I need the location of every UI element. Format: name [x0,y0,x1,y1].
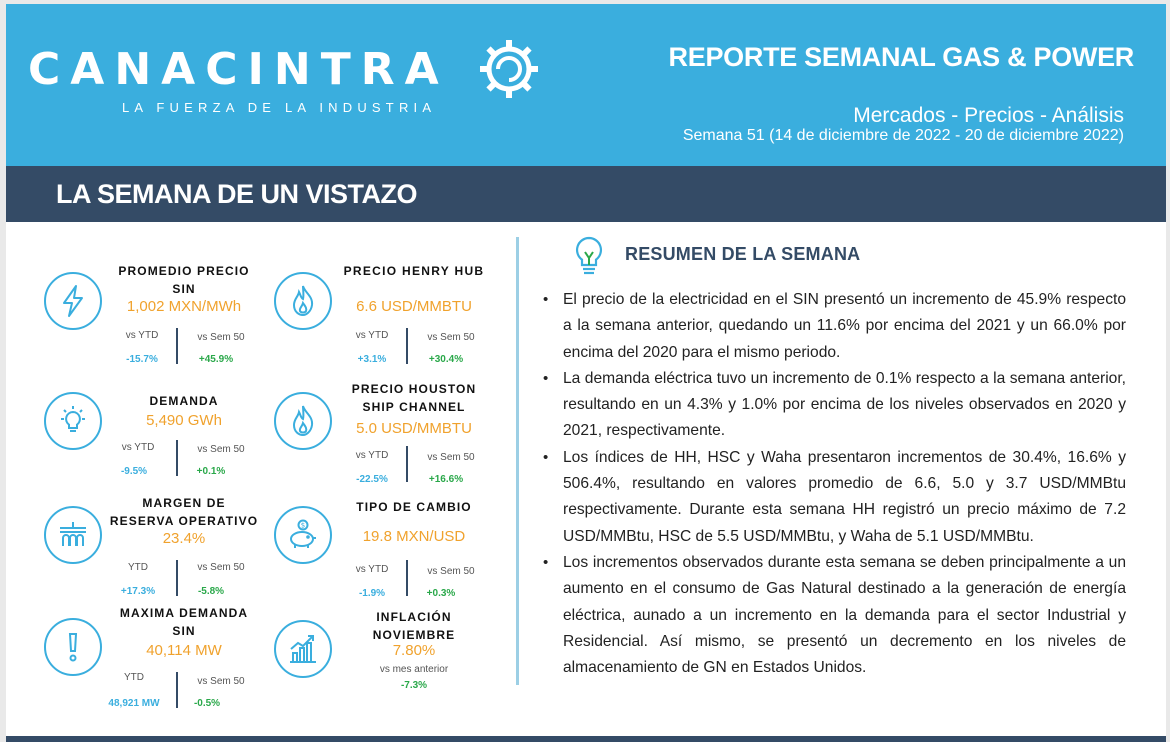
kpi-cmp2-value: +0.1% [196,466,226,477]
kpi-cmp1-label: YTD [128,562,148,573]
report-page [6,4,1166,742]
bottom-bar [6,736,1166,742]
summary-title: RESUMEN DE LA SEMANA [625,244,861,264]
report-title: REPORTE SEMANAL GAS & POWER [668,42,1134,72]
report-subtitle: Mercados - Precios - Análisis [853,104,1124,127]
kpi-separator [176,672,178,708]
kpi-cmp2-label: vs Sem 50 [197,562,245,573]
kpi-value: 40,114 MW [146,642,222,659]
section-title: LA SEMANA DE UN VISTAZO [56,179,418,209]
brand-logo-text: CANACINTRA [28,44,449,95]
kpi-label-line: RESERVA OPERATIVO [109,514,259,528]
growth-chart-icon [274,620,332,678]
exclamation-icon [44,618,102,676]
kpi-label-line: PROMEDIO PRECIO [118,264,250,278]
kpi-cmp1-value: +3.1% [357,354,387,365]
kpi-separator [176,328,178,364]
brand-tagline: LA FUERZA DE LA INDUSTRIA [122,100,437,115]
kpi-card-tipo-cambio [274,494,504,610]
kpi-value: 6.6 USD/MMBTU [356,298,472,315]
kpi-card-henry-hub [274,258,504,374]
flame-icon [274,392,332,450]
kpi-label [334,262,494,280]
kpi-cmp1-label: vs YTD [355,564,389,575]
kpi-value: 7.80% [392,642,436,659]
kpi-cmp2-label: vs Sem 50 [427,332,475,343]
kpi-label-line: MAXIMA DEMANDA [119,606,249,620]
kpi-label-line: TIPO DE CAMBIO [356,500,472,514]
kpi-label [334,608,494,644]
kpi-card-demanda [44,388,274,504]
kpi-cmp1-value: -7.3% [400,680,428,691]
summary-bullet: • Los incrementos observados durante esta semana se deben principalmente a un aumento en el consumo de Gas Natural destinado a la generación de energía eléctrica, aunado a un incremento en la demanda para el sector Industrial y Residencial. Así mismo, se presentó un decremento en los niveles de almacenamiento de GN en Estados Unidos. [540,550,1126,681]
kpi-value: 5,490 GWh [146,412,222,429]
kpi-value: 5.0 USD/MMBTU [356,420,472,437]
summary-bullet: • Los índices de HH, HSC y Waha presentaron incrementos de 30.4%, 16.6% y 506.4%, resultando en valores promedio de 6.6, 5.0 y 3.7 USD/MMBtu respectivamente. Durante esta semana HH registró un precio máximo de 7.2 USD/MMBtu, HSC de 5.5 USD/MMBtu, y Waha de 5.1 USD/MMBtu. [540,445,1126,550]
kpi-cmp2-value: -0.5% [193,698,221,709]
kpi-cmp2-label: vs Sem 50 [427,452,475,463]
kpi-card-precio-sin [44,258,274,374]
kpi-separator [406,446,408,482]
kpi-label-line: INFLACIÓN NOVIEMBRE [372,610,456,642]
kpi-label [104,392,264,410]
kpi-label-line: PRECIO HOUSTON [351,382,477,396]
transmission-tower-icon [44,506,102,564]
brand-gear-icon [478,38,540,100]
kpi-cmp1-label: vs YTD [125,330,159,341]
kpi-cmp2-label: vs Sem 50 [197,444,245,455]
kpi-cmp2-label: vs Sem 50 [197,676,245,687]
kpi-label [104,262,264,298]
kpi-label [334,498,494,516]
kpi-cmp1-value: -1.9% [358,588,386,599]
lightbulb-icon [572,232,606,278]
kpi-cmp1-value: 48,921 MW [108,698,160,709]
kpi-label [104,494,264,530]
piggy-bank-icon [274,506,332,564]
kpi-cmp2-value: +16.6% [428,474,464,485]
flame-icon [274,272,332,330]
kpi-cmp1-label: vs YTD [355,450,389,461]
column-divider [516,237,519,685]
kpi-cmp1-label: YTD [124,672,144,683]
kpi-cmp1-value: -22.5% [356,474,388,485]
kpi-cmp1-value: +17.3% [120,586,156,597]
kpi-card-inflacion [274,604,504,720]
kpi-value: 1,002 MXN/MWh [126,298,242,315]
kpi-label-line: SIN [172,624,196,638]
kpi-cmp1-label: vs mes anterior [379,664,449,675]
kpi-cmp2-value: +45.9% [198,354,234,365]
kpi-label-line: SHIP CHANNEL [362,400,466,414]
summary-list [540,287,1126,681]
summary-bullet: • La demanda eléctrica tuvo un incremento de 0.1% respecto a la semana anterior, resultando en un 4.3% y 1.0% por encima de los niveles observados en 2020 y 2021, respectivamente. [540,366,1126,445]
kpi-cmp1-value: -9.5% [120,466,148,477]
kpi-cmp2-label: vs Sem 50 [427,566,475,577]
kpi-separator [406,328,408,364]
kpi-cmp2-value: -5.8% [197,586,225,597]
kpi-cmp1-label: vs YTD [355,330,389,341]
kpi-cmp2-value: +30.4% [428,354,464,365]
kpi-cmp1-label: vs YTD [121,442,155,453]
kpi-separator [176,440,178,476]
kpi-label-line: SIN [172,282,196,296]
kpi-label-line: DEMANDA [149,394,219,408]
kpi-separator [406,560,408,596]
report-header [6,4,1166,166]
kpi-cmp1-value: -15.7% [126,354,158,365]
kpi-card-houston-ship-channel [274,380,504,496]
lightbulb-icon [44,392,102,450]
kpi-separator [176,560,178,596]
section-band [6,166,1166,222]
kpi-label [334,380,494,416]
kpi-label-line: MARGEN DE [142,496,226,510]
kpi-label-line: PRECIO HENRY HUB [343,264,485,278]
kpi-value: 23.4% [162,530,206,547]
kpi-card-margen-reserva [44,492,274,608]
summary-bullet: • El precio de la electricidad en el SIN presentó un incremento de 45.9% respecto a la semana anterior, quedando un 11.6% por encima del 2021 y un 66.0% por encima del 2020 para el mismo periodo. [540,287,1126,366]
kpi-value: 19.8 MXN/USD [362,528,466,545]
svg-text:$: $ [300,521,306,530]
lightning-icon [44,272,102,330]
kpi-cmp2-label: vs Sem 50 [197,332,245,343]
kpi-card-maxima-demanda [44,602,274,718]
kpi-label [104,604,264,640]
report-week: Semana 51 (14 de diciembre de 2022 - 20 de diciembre 2022) [682,127,1124,144]
kpi-cmp2-value: +0.3% [426,588,456,599]
